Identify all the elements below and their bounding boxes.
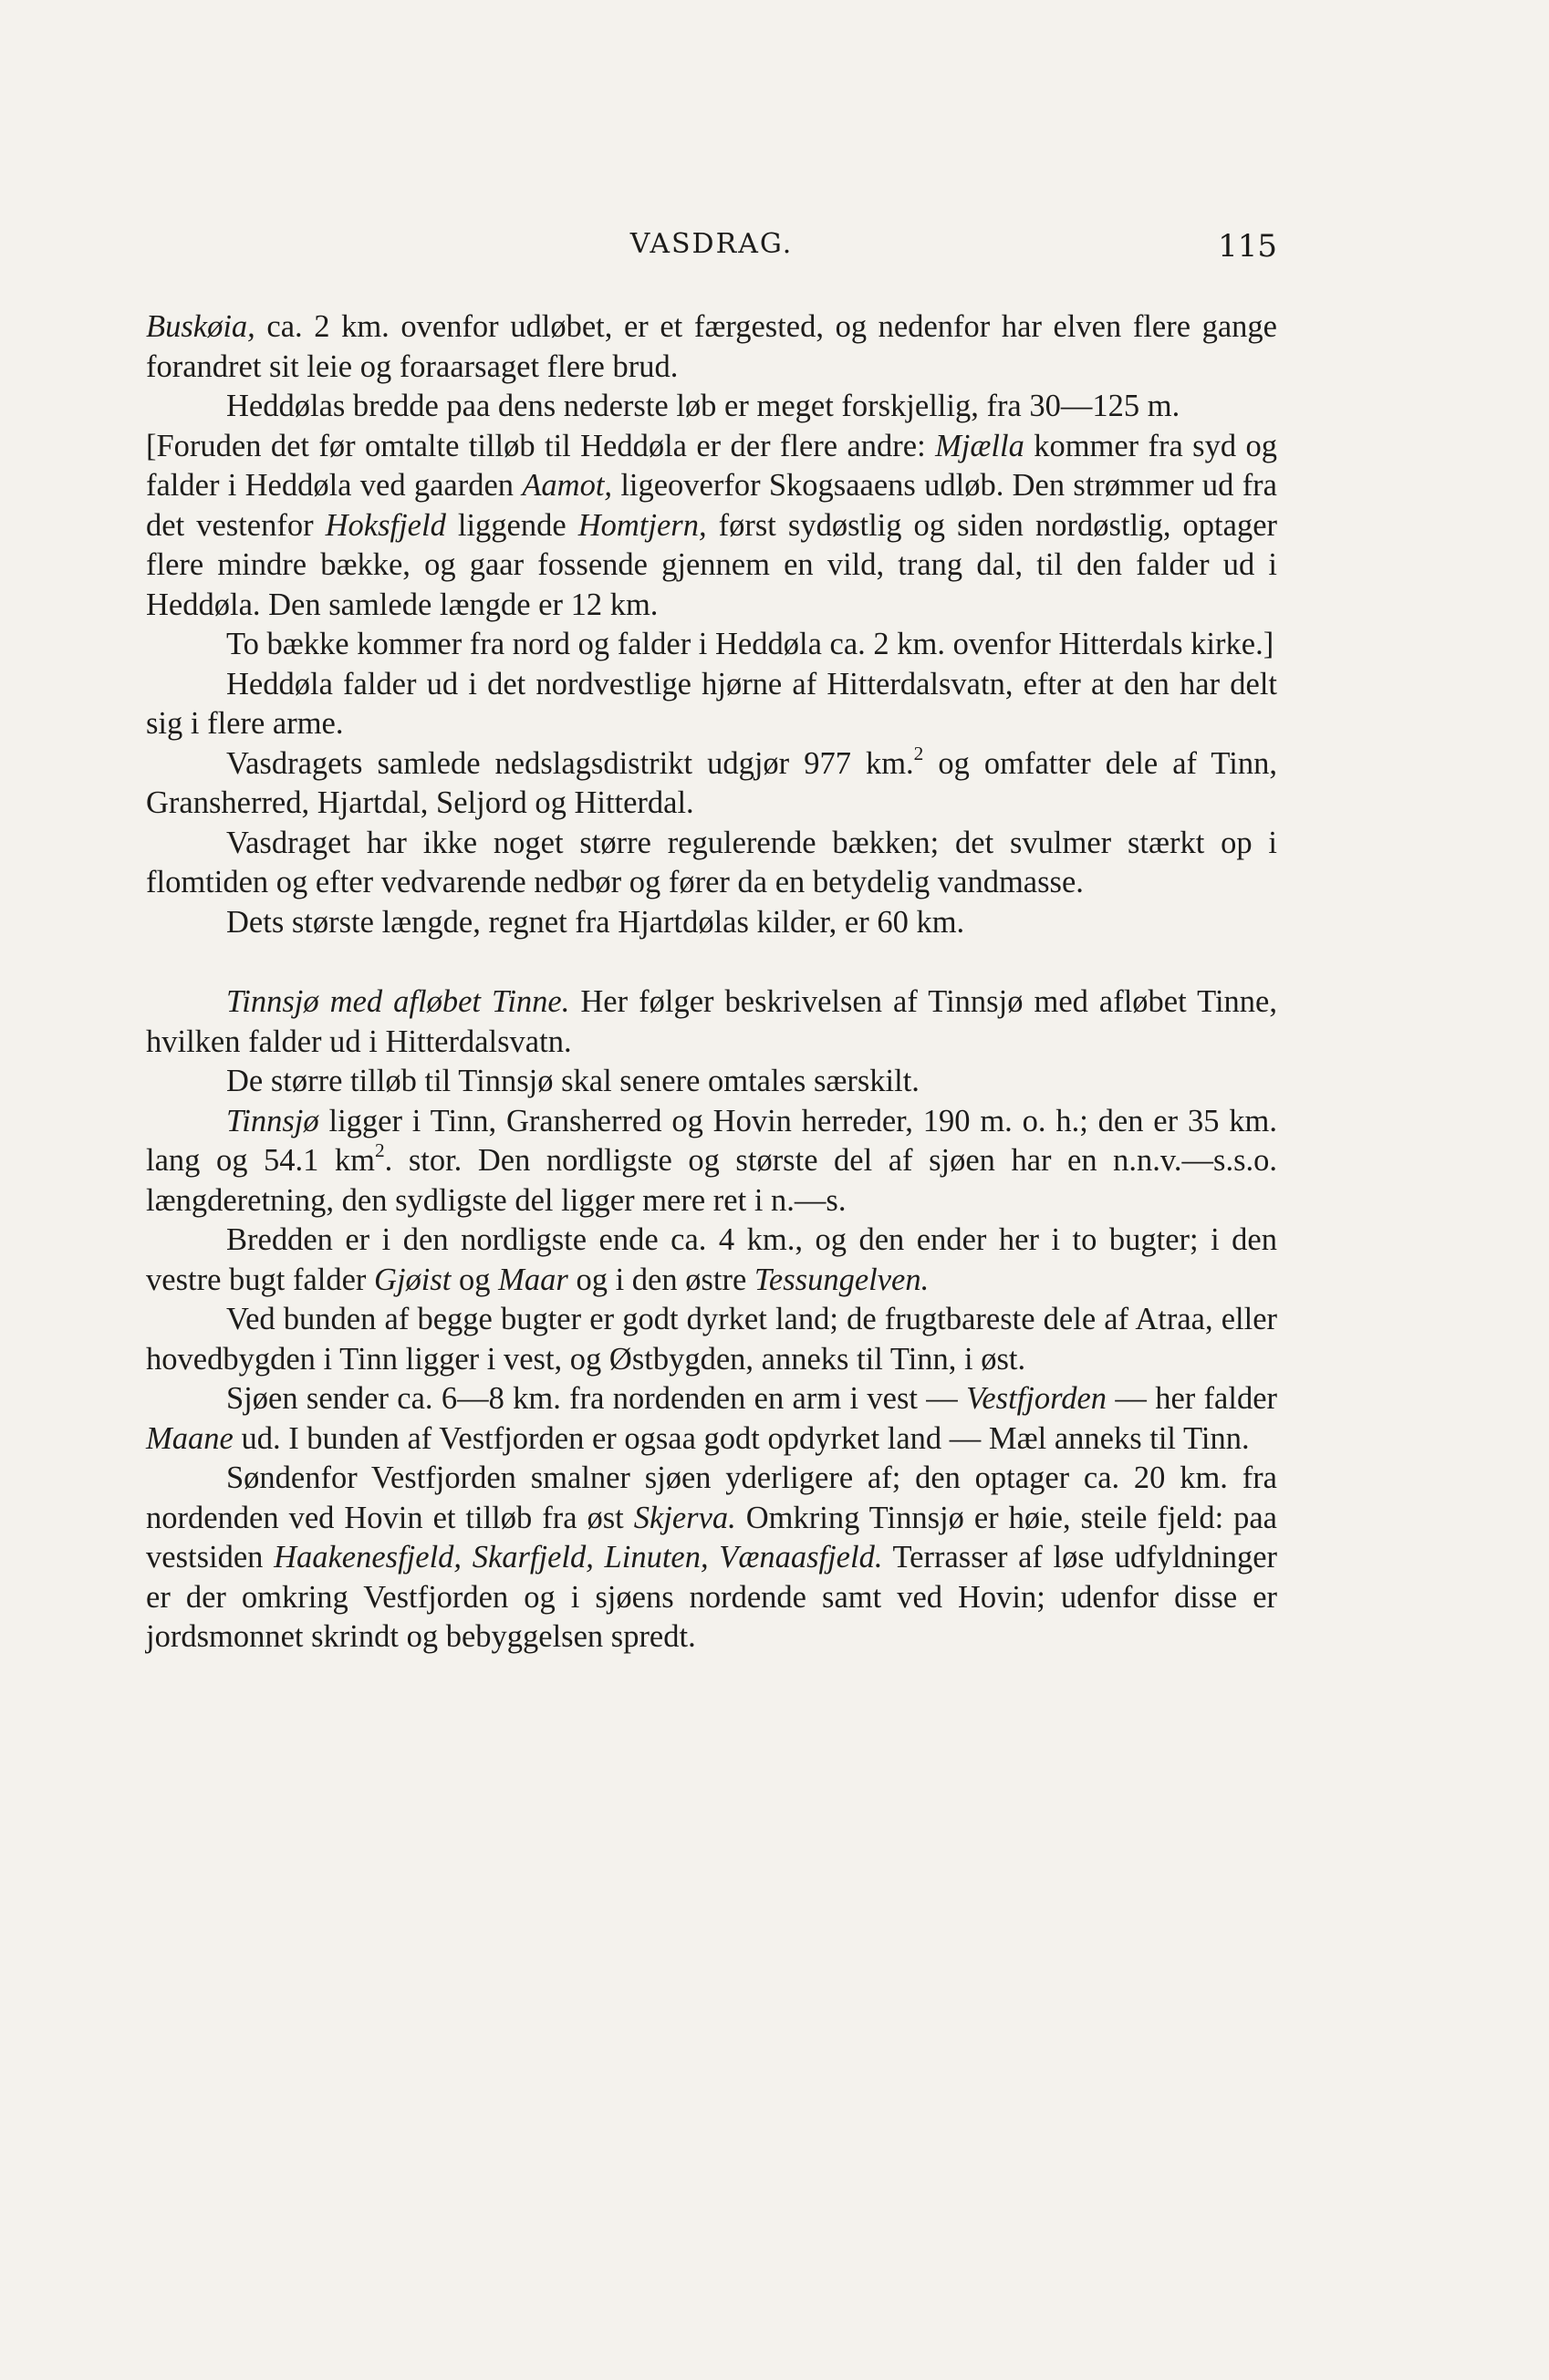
text-run: ud. I bunden af Vestfjorden er ogsaa godt opdyrket land — Mæl anneks til Tinn. <box>233 1420 1250 1456</box>
place-name: Aamot, <box>522 468 613 503</box>
paragraph-13: Ved bunden af begge bugter er godt dyrket land; de frugtbareste dele af Atraa, eller hovedbygden i Tinn ligger i vest, og Østbygden, anneks til Tinn, i øst. <box>146 1302 1277 1377</box>
text-run: ca. 2 km. ovenfor udløbet, er et færgested, og nedenfor har elven flere gange forandret sit leie og foraarsaget flere brud. <box>146 309 1277 384</box>
place-name: Tinnsjø <box>226 1103 319 1138</box>
paragraph-10: De større tilløb til Tinnsjø skal senere omtales særskilt. <box>226 1064 920 1098</box>
paragraph-6 <box>146 744 1277 824</box>
text-run: Sjøen sender ca. 6—8 km. fra nordenden en arm i vest — <box>226 1381 967 1416</box>
paragraph-12 <box>146 1221 1277 1300</box>
paragraph-5: Heddøla falder ud i det nordvestlige hjørne af Hitterdalsvatn, efter at den har delt sig i flere arme. <box>146 666 1277 741</box>
text-run: Bredden er i den nordligste ende ca. 4 km., og den ender her i to bugter; i den vestre bugt falder <box>146 1222 1277 1297</box>
text-run: . stor. Den nordligste og største del af sjøen har en n.n.v.—s.s.o. længderetning, den sydligste del ligger mere ret i n.—s. <box>146 1143 1277 1218</box>
place-name: Tessungelven. <box>754 1262 930 1297</box>
place-name: Skjerva. <box>633 1500 736 1535</box>
text-run: — her falder <box>1107 1381 1277 1416</box>
text-run: og i den østre <box>567 1262 754 1297</box>
superscript: 2 <box>913 742 924 764</box>
paragraph-15 <box>146 1459 1277 1658</box>
page-number: 115 <box>1218 228 1277 265</box>
place-name: Haakenesfjeld, Skarfjeld, Linuten, Vænaasfjeld. <box>274 1540 883 1575</box>
superscript: 2 <box>374 1139 385 1162</box>
place-name: Mjælla <box>935 428 1024 463</box>
text-run: og <box>451 1262 499 1297</box>
text-run: Her følger beskrivelsen af Tinnsjø med afløbet Tinne, hvilken falder ud i Hitterdalsvatn. <box>146 984 1277 1059</box>
text-run: kommer fra syd og falder i Heddøla ved gaarden <box>146 428 1277 503</box>
paragraph-3 <box>146 427 1277 626</box>
place-name: Maar <box>498 1262 568 1297</box>
place-name: Maane <box>146 1420 234 1456</box>
paragraph-11 <box>146 1102 1277 1221</box>
paragraph-2: Heddølas bredde paa dens nederste løb er meget forskjellig, fra 30—125 m. <box>226 389 1180 423</box>
running-title: VASDRAG. <box>629 228 794 260</box>
text-run: ligger i Tinn, Gransherred og Hovin herreder, 190 m. o. h.; den er 35 km. lang og 54.1 km <box>146 1103 1277 1178</box>
body-text <box>146 307 1277 1658</box>
text-run: Omkring Tinnsjø er høie, steile fjeld: paa vestsiden <box>146 1500 1277 1575</box>
place-name: Homtjern, <box>577 507 707 543</box>
place-name: Buskøia, <box>146 309 255 344</box>
paragraph-7: Vasdraget har ikke noget større regulerende bækken; det svulmer stærkt op i flomtiden og efter vedvarende nedbør og fører da en betydelig vandmasse. <box>146 825 1277 899</box>
paragraph-1 <box>146 307 1277 387</box>
text-run: først sydøstlig og siden nordøstlig, optager flere mindre bække, og gaar fossende gjennem en vild, trang dal, til den falder ud i Heddøla. Den samlede længde er 12 km. <box>146 507 1278 622</box>
text-run: [Foruden det før omtalte tilløb til Heddøla er der flere andre: <box>146 428 936 463</box>
paragraph-9 <box>146 982 1277 1062</box>
section-heading: Tinnsjø med afløbet Tinne. <box>226 984 570 1019</box>
page-header <box>146 228 1277 272</box>
place-name: Gjøist <box>374 1262 452 1297</box>
text-run: Vasdragets samlede nedslagsdistrikt udgjør 977 km. <box>226 745 914 781</box>
text-run: og omfatter dele af Tinn, Gransherred, Hjartdal, Seljord og Hitterdal. <box>146 745 1277 820</box>
paragraph-8: Dets største længde, regnet fra Hjartdølas kilder, er 60 km. <box>226 904 965 940</box>
text-run: Søndenfor Vestfjorden smalner sjøen yderligere af; den optager ca. 20 km. fra nordenden ved Hovin et tilløb fra øst <box>146 1460 1277 1535</box>
paragraph-4: To bække kommer fra nord og falder i Heddøla ca. 2 km. ovenfor Hitterdals kirke.] <box>226 627 1274 661</box>
place-name: Hoksfjeld <box>325 507 446 543</box>
text-run: liggende <box>445 507 578 543</box>
text-run: Terrasser af løse udfyldninger er der omkring Vestfjorden og i sjøens nordende samt ved Hovin; udenfor disse er jordsmonnet skrindt og bebyggelsen spredt. <box>146 1540 1278 1654</box>
place-name: Vestfjorden <box>966 1381 1107 1416</box>
text-run: ligeoverfor Skogsaaens udløb. Den strømmer ud fra det vestenfor <box>146 468 1277 543</box>
paragraph-14 <box>146 1379 1277 1459</box>
